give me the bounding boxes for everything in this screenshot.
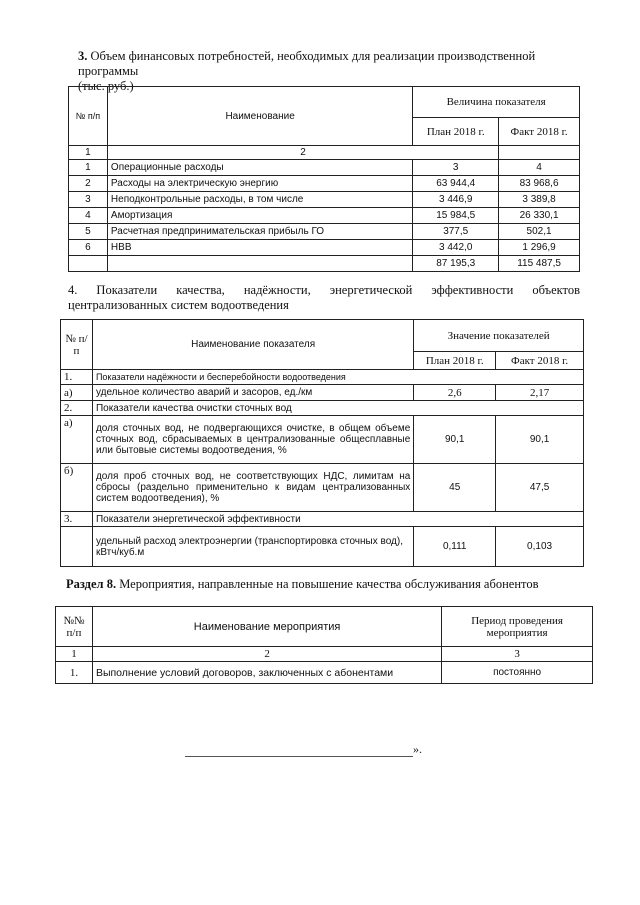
numbering-cell: 4 [499,160,580,176]
row-plan: 15 984,5 [413,208,499,224]
row-plan: 87 195,3 [413,256,499,272]
section8-title: Раздел 8. Мероприятия, направленные на повышение качества обслуживания абонентов [66,577,539,591]
numbering-cell: 2 [107,146,498,160]
header-name: Наименование [107,87,412,146]
row-fact: 1 296,9 [499,240,580,256]
header-value: Значение показателей [414,320,584,352]
row-fact: 0,103 [496,527,584,567]
row-fact: 26 330,1 [499,208,580,224]
row-name: удельный расход электроэнергии (транспортировка сточных вод), кВтч/куб.м [92,527,413,567]
numbering-cell: 2 [92,647,441,662]
section3-unit: (тыс. руб.) [78,79,134,93]
row-fact: 3 389,8 [499,192,580,208]
header-name: Наименование показателя [92,320,413,370]
row-name: доля сточных вод, не подвергающихся очистке, в общем объеме сточных вод, сбрасываемых в централизованные общесплавные или бытовые системы водоотведения, % [92,416,413,464]
row-num: а) [61,385,93,401]
header-period: Период проведения мероприятия [442,607,593,647]
row-plan: 3 446,9 [413,192,499,208]
closing-quote: ». [413,742,422,756]
row-num: 1. [56,662,93,684]
row-plan: 45 [414,464,496,512]
group-num: 3. [61,512,93,527]
row-plan: 2,6 [414,385,496,401]
row-fact: 115 487,5 [499,256,580,272]
section3-title: 3. Объем финансовых потребностей, необходимых для реализации производственной программы (тыс. руб.) [78,49,536,93]
financial-table [68,86,580,272]
row-fact: 83 968,6 [499,176,580,192]
header-fact: Факт 2018 г. [496,352,584,370]
measures-table [55,606,593,684]
row-num: 6 [69,240,108,256]
row-name: удельное количество аварий и засоров, ед./км [92,385,413,401]
row-num: 3 [69,192,108,208]
blank-line [185,756,413,757]
row-name: НВВ [107,240,412,256]
row-name: Расчетная предпринимательская прибыль ГО [107,224,412,240]
header-num: № п/п [69,87,108,146]
row-num: 1 [69,160,108,176]
group-name: Показатели качества очистки сточных вод [92,401,583,416]
row-name: Амортизация [107,208,412,224]
header-plan: План 2018 г. [413,118,499,146]
header-name: Наименование мероприятия [92,607,441,647]
row-plan: 377,5 [413,224,499,240]
numbering-cell: 3 [413,160,499,176]
row-num: б) [61,464,93,512]
row-name: Выполнение условий договоров, заключенных с абонентами [92,662,441,684]
header-value: Величина показателя [413,87,580,118]
row-plan: 0,111 [414,527,496,567]
row-period: постоянно [442,662,593,684]
row-plan: 3 442,0 [413,240,499,256]
header-num: № п/п [61,320,93,370]
header-plan: План 2018 г. [414,352,496,370]
closing-line [185,742,422,757]
row-num: 5 [69,224,108,240]
group-num: 1. [61,370,93,385]
row-fact: 47,5 [496,464,584,512]
row-name: доля проб сточных вод, не соответствующих НДС, лимитам на сбросы (раздельно применительно к видам централизованных систем водоотведения), % [92,464,413,512]
row-name: Расходы на электрическую энергию [107,176,412,192]
row-plan: 63 944,4 [413,176,499,192]
header-num: №№ п/п [56,607,93,647]
row-num: 4 [69,208,108,224]
numbering-cell: 1 [56,647,93,662]
section4-title: 4. Показатели качества, надёжности, энергетической эффективности объектов централизованных систем водоотведения [68,283,580,312]
row-num: 2 [69,176,108,192]
row-fact: 90,1 [496,416,584,464]
row-num: а) [61,416,93,464]
numbering-cell: 3 [442,647,593,662]
row-plan: 90,1 [414,416,496,464]
group-num: 2. [61,401,93,416]
row-name: Неподконтрольные расходы, в том числе [107,192,412,208]
group-name: Показатели надёжности и бесперебойности водоотведения [92,370,583,385]
header-fact: Факт 2018 г. [499,118,580,146]
quality-table [60,319,584,567]
group-name: Показатели энергетической эффективности [92,512,583,527]
row-name: Операционные расходы [107,160,412,176]
row-fact: 2,17 [496,385,584,401]
row-fact: 502,1 [499,224,580,240]
numbering-cell: 1 [69,146,108,160]
